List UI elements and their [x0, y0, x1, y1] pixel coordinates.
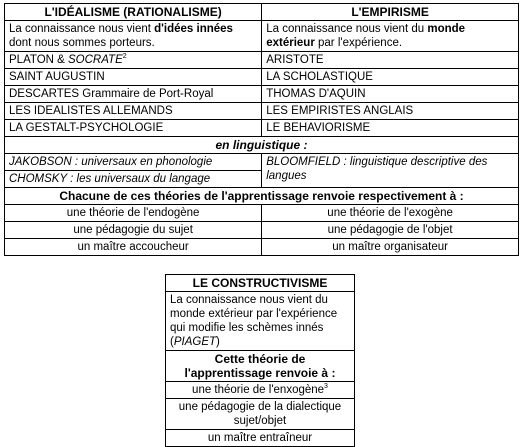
linguistique-bloomfield: BLOOMFIELD : linguistique descriptive des langues [262, 154, 519, 188]
linguistique-jakobson: JAKOBSON : universaux en phonologie [9, 156, 213, 168]
constructivisme-pedagogie: une pédagogie de la dialectique sujet/objet [166, 399, 355, 430]
empirisme-header: L'EMPIRISME [262, 4, 519, 21]
idealisme-author: SAINT AUGUSTIN [5, 69, 262, 86]
idealisme-definition: La connaissance nous vient d'idées innées dont nous sommes porteurs. [5, 21, 262, 52]
empirisme-author: THOMAS D'AQUIN [262, 86, 519, 103]
pedagogie-idealisme: une pédagogie du sujet [5, 222, 262, 239]
theorie-empirisme: une théorie de l'exogène [262, 205, 519, 222]
constructivisme-maitre: un maître entraîneur [166, 430, 355, 447]
constructivisme-header: LE CONSTRUCTIVISME [166, 275, 355, 292]
linguistique-idealisme [5, 154, 262, 188]
empirisme-author: LE BEHAVIORISME [262, 120, 519, 137]
pedagogie-empirisme: une pédagogie de l'objet [262, 222, 519, 239]
empirisme-author: ARISTOTE [262, 52, 519, 69]
idealisme-header: L'IDÉALISME (RATIONALISME) [5, 4, 262, 21]
linguistique-chomsky: CHOMSKY : les universaux du langage [5, 170, 261, 186]
idealisme-author: LA GESTALT-PSYCHOLOGIE [5, 120, 262, 137]
constructivisme-renvoie: Cette théorie de l'apprentissage renvoie à : [166, 351, 355, 382]
constructivisme-table [165, 274, 355, 447]
empirisme-definition: La connaissance nous vient du monde extérieur par l'expérience. [262, 21, 519, 52]
constructivisme-theorie: une théorie de l'enxogène$^3$ [166, 382, 355, 399]
footnote-mark: 3 [324, 383, 328, 391]
theories-header: Chacune de ces théories de l'apprentissage renvoie respectivement à : [5, 188, 519, 205]
footnote-mark: 2 [122, 53, 127, 61]
theorie-idealisme: une théorie de l'endogène [5, 205, 262, 222]
idealisme-author: LES IDEALISTES ALLEMANDS [5, 103, 262, 120]
idealisme-author: DESCARTES Grammaire de Port-Royal [5, 86, 262, 103]
maitre-empirisme: un maître organisateur [262, 239, 519, 256]
linguistique-header: en linguistique : [5, 137, 519, 154]
empirisme-author: LES EMPIRISTES ANGLAIS [262, 103, 519, 120]
idealisme-author: PLATON & SOCRATE$^2$ [5, 52, 262, 69]
empirisme-author: LA SCHOLASTIQUE [262, 69, 519, 86]
maitre-idealisme: un maître accoucheur [5, 239, 262, 256]
constructivisme-definition: La connaissance nous vient du monde extérieur par l'expérience qui modifie les schèmes innés (PIAGET) [166, 292, 355, 351]
comparison-table [4, 3, 519, 256]
